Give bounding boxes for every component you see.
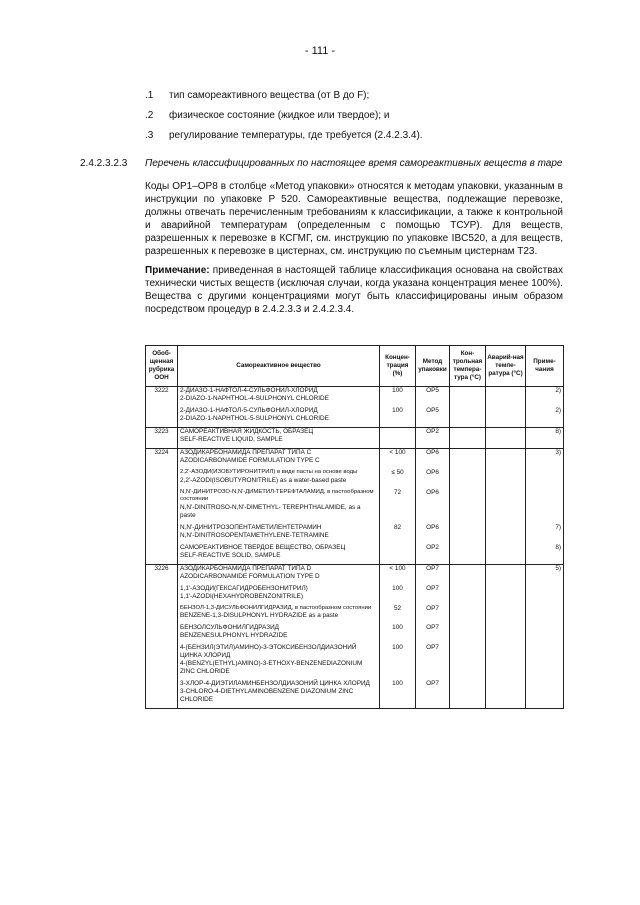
cell-substance	[178, 489, 380, 524]
cell-note	[526, 489, 564, 524]
cell-note	[526, 680, 564, 709]
cell-emergency-temperature	[486, 605, 526, 625]
cell-substance	[178, 524, 380, 544]
cell-packing-method: OP7	[416, 644, 450, 680]
cell-un-entry: 3222	[146, 387, 178, 408]
cell-concentration: 82	[380, 524, 416, 544]
section-number: 2.4.2.3.2.3	[80, 158, 128, 169]
cell-un-entry	[146, 469, 178, 489]
header-concentration: Концен-трация (%)	[380, 346, 416, 387]
substance-name-ru: БЕНЗОЛСУЛЬФОНИЛГИДРАЗИД	[180, 624, 280, 631]
substance-name-en: AZODICARBONAMIDE FORMULATION TYPE C	[180, 457, 320, 464]
cell-note: 3)	[526, 449, 564, 470]
cell-note: 7)	[526, 524, 564, 544]
cell-substance	[178, 407, 380, 428]
cell-packing-method: OP7	[416, 564, 450, 585]
cell-substance	[178, 428, 380, 449]
substance-name-ru: 2-ДИАЗО-1-НАФТОЛ-4-СУЛЬФОНИЛ-ХЛОРИД	[180, 387, 318, 394]
cell-concentration: 100	[380, 387, 416, 408]
list-item-number: .2	[145, 110, 154, 121]
cell-control-temperature	[450, 387, 486, 408]
header-substance: Самореактивное вещество	[178, 346, 380, 387]
table-body	[146, 387, 564, 709]
list-item	[145, 129, 565, 142]
cell-substance	[178, 469, 380, 489]
substance-name-ru: 1,1'-АЗОДИ(ГЕКСАГИДРОБЕНЗОНИТРИЛ)	[180, 584, 308, 592]
cell-control-temperature	[450, 644, 486, 680]
substance-name-ru: 2-ДИАЗО-1-НАФТОЛ-5-СУЛЬФОНИЛ-ХЛОРИД	[180, 407, 318, 414]
cell-control-temperature	[450, 624, 486, 644]
cell-packing-method: OP7	[416, 585, 450, 605]
cell-substance	[178, 680, 380, 709]
cell-note	[526, 644, 564, 680]
cell-control-temperature	[450, 449, 486, 470]
table-row	[146, 585, 564, 605]
cell-concentration: 100	[380, 407, 416, 428]
cell-control-temperature	[450, 469, 486, 489]
substance-name-ru: САМОРЕАКТИВНОЕ ТВЕРДОЕ ВЕЩЕСТВО, ОБРАЗЕЦ	[180, 543, 346, 551]
page-number: - 111 -	[304, 45, 336, 57]
cell-un-entry	[146, 624, 178, 644]
header-un-entry: Обоб-щенная рубрика ООН	[146, 346, 178, 387]
cell-un-entry: 3224	[146, 449, 178, 470]
cell-un-entry: 3223	[146, 428, 178, 449]
substance-name-en: BENZENE-1,3-DISULPHONYL HYDRAZIDE as a paste	[180, 612, 339, 619]
table-row	[146, 428, 564, 449]
cell-note	[526, 624, 564, 644]
table-row	[146, 469, 564, 489]
substance-name-en: SELF-REACTIVE SOLID, SAMPLE	[180, 551, 281, 559]
cell-note	[526, 585, 564, 605]
cell-emergency-temperature	[486, 428, 526, 449]
list-item-text: физическое состояние (жидкое или твердое); и	[169, 110, 390, 121]
cell-control-temperature	[450, 585, 486, 605]
cell-control-temperature	[450, 564, 486, 585]
cell-control-temperature	[450, 489, 486, 524]
table-row	[146, 407, 564, 428]
cell-concentration	[380, 544, 416, 565]
cell-control-temperature	[450, 428, 486, 449]
cell-note: 8)	[526, 544, 564, 565]
table-header-row	[146, 346, 564, 387]
cell-un-entry	[146, 585, 178, 605]
cell-concentration: < 100	[380, 564, 416, 585]
cell-concentration: ≤ 50	[380, 469, 416, 489]
cell-un-entry	[146, 605, 178, 625]
cell-emergency-temperature	[486, 544, 526, 565]
cell-substance	[178, 605, 380, 625]
cell-emergency-temperature	[486, 469, 526, 489]
substance-name-ru: АЗОДИКАРБОНАМИДА ПРЕПАРАТ ТИПА D	[180, 564, 312, 572]
cell-un-entry	[146, 680, 178, 709]
table-row	[146, 387, 564, 408]
header-emergency-temperature: Аварий-ная темпе-ратура (°C)	[486, 346, 526, 387]
substance-name-en: 1,1'-AZODI(HEXAHYDROBENZONITRILE)	[180, 592, 304, 600]
cell-substance	[178, 624, 380, 644]
cell-un-entry	[146, 407, 178, 428]
cell-emergency-temperature	[486, 524, 526, 544]
cell-concentration: 52	[380, 605, 416, 625]
table-row	[146, 564, 564, 585]
substance-name-en: 3-CHLORO-4-DIETHYLAMINOBENZENE DIAZONIUM ZINC CHLORIDE	[180, 688, 354, 703]
cell-concentration: 72	[380, 489, 416, 524]
table-row	[146, 489, 564, 524]
cell-substance	[178, 387, 380, 408]
cell-un-entry	[146, 524, 178, 544]
table-row	[146, 680, 564, 709]
substance-name-en: N,N'-DINITROSOPENTAMETHYLENE-TETRAMINE	[180, 531, 329, 539]
cell-concentration: < 100	[380, 449, 416, 470]
cell-concentration: 100	[380, 680, 416, 709]
cell-emergency-temperature	[486, 680, 526, 709]
substance-name-en: 2,2'-AZODI(ISOBUTYRONITRILE) as a water-based paste	[180, 476, 347, 484]
table-row	[146, 544, 564, 565]
cell-emergency-temperature	[486, 624, 526, 644]
cell-control-temperature	[450, 680, 486, 709]
substance-name-en: BENZENESULPHONYL HYDRAZIDE	[180, 632, 288, 639]
substance-name-ru: БЕНЗОЛ-1,3-ДИСУЛЬФОНИЛГИДРАЗИД, в пастообразном состоянии	[180, 604, 372, 611]
list-item-number: .1	[145, 90, 154, 101]
cell-concentration: 100	[380, 624, 416, 644]
cell-emergency-temperature	[486, 564, 526, 585]
substance-name-en: 2-DIAZO-1-NAPHTHOL-4-SULPHONYL CHLORIDE	[180, 395, 329, 402]
substance-name-ru: N,N'-ДИНИТРОЗО-N,N'-ДИМЕТИЛ-ТЕРЕФТАЛАМИД, в пастообразном состоянии	[180, 488, 374, 502]
table-row	[146, 624, 564, 644]
cell-packing-method: OP2	[416, 544, 450, 565]
header-notes: Приме-чания	[526, 346, 564, 387]
cell-packing-method: OP7	[416, 624, 450, 644]
cell-packing-method: OP5	[416, 407, 450, 428]
list-item	[145, 109, 565, 122]
cell-note: 2)	[526, 387, 564, 408]
cell-un-entry	[146, 644, 178, 680]
cell-emergency-temperature	[486, 644, 526, 680]
cell-control-temperature	[450, 524, 486, 544]
cell-concentration	[380, 428, 416, 449]
substance-name-ru: 3-ХЛОР-4-ДИЭТИЛАМИНБЕНЗОЛДИАЗОНИЙ ЦИНКА ХЛОРИД	[180, 680, 370, 687]
cell-emergency-temperature	[486, 585, 526, 605]
table-row	[146, 644, 564, 680]
cell-packing-method: OP6	[416, 449, 450, 470]
substance-name-ru: 4-(БЕНЗИЛ(ЭТИЛ)АМИНО)-3-ЭТОКСИБЕНЗОЛДИАЗОНИЙ ЦИНКА ХЛОРИД	[180, 644, 357, 659]
cell-emergency-temperature	[486, 449, 526, 470]
cell-note: 5)	[526, 564, 564, 585]
cell-packing-method: OP7	[416, 605, 450, 625]
cell-emergency-temperature	[486, 489, 526, 524]
cell-control-temperature	[450, 605, 486, 625]
cell-packing-method: OP6	[416, 489, 450, 524]
cell-un-entry: 3226	[146, 564, 178, 585]
cell-control-temperature	[450, 407, 486, 428]
cell-note	[526, 469, 564, 489]
classification-table	[145, 345, 564, 709]
cell-concentration: 100	[380, 585, 416, 605]
table-row	[146, 524, 564, 544]
list-item	[145, 89, 565, 102]
cell-substance	[178, 449, 380, 470]
substance-name-en: AZODICARBONAMIDE FORMULATION TYPE D	[180, 572, 320, 580]
cell-packing-method: OP2	[416, 428, 450, 449]
cell-emergency-temperature	[486, 387, 526, 408]
table-row	[146, 605, 564, 625]
substance-name-en: 2-DIAZO-1-NAPHTHOL-5-SULPHONYL CHLORIDE	[180, 415, 329, 422]
cell-substance	[178, 544, 380, 565]
cell-un-entry	[146, 489, 178, 524]
cell-note: 8)	[526, 428, 564, 449]
substance-name-ru: АЗОДИКАРБОНАМИДА ПРЕПАРАТ ТИПА С	[180, 449, 312, 456]
note-text: приведенная в настоящей таблице классификация основана на свойствах технически чистых веществ (исключая случаи, когда указана концентрация менее 100%). Вещества с другими концентрациями могут быть классифицированы иным образом посредством процедур в 2.4.2.3.3 и 2.4.2.3.4.	[145, 265, 563, 315]
section-title: Перечень классифицированных по настоящее время самореактивных веществ в таре	[145, 158, 563, 169]
header-packing-method: Метод упаковки	[416, 346, 450, 387]
cell-packing-method: OP6	[416, 469, 450, 489]
cell-concentration: 100	[380, 644, 416, 680]
substance-name-en: N,N'-DINITROSO-N,N'-DIMETHYL- TEREPHTHALAMIDE, as a paste	[180, 503, 361, 519]
cell-substance	[178, 585, 380, 605]
substance-name-en: SELF-REACTIVE LIQUID, SAMPLE	[180, 436, 283, 443]
substance-name-en: 4-(BENZYL(ETHYL)AMINO)-3-ETHOXY-BENZENEDIAZONIUM ZINC CHLORIDE	[180, 660, 363, 675]
note-label: Примечание:	[145, 265, 210, 276]
cell-substance	[178, 564, 380, 585]
cell-substance	[178, 644, 380, 680]
cell-note: 2)	[526, 407, 564, 428]
substance-name-ru: САМОРЕАКТИВНАЯ ЖИДКОСТЬ, ОБРАЗЕЦ	[180, 428, 314, 435]
table-row	[146, 449, 564, 470]
list-item-text: регулирование температуры, где требуется (2.4.2.3.4).	[169, 130, 423, 141]
cell-emergency-temperature	[486, 407, 526, 428]
body-paragraph: Коды OP1–OP8 в столбце «Метод упаковки» относятся к методам упаковки, указанным в инструкции по упаковке P 520. Самореактивные вещества, подлежащие перевозке, должны отвечать перечисленным требованиям к классификации, а также к контрольной и аварийной температурам (определенным с помощью ТСУР). Для веществ, разрешенных к перевозке в КСГМГ, см. инструкцию по упаковке IBC520, а для веществ, разрешенных к перевозке в цистернах, см. инструкцию по съемным цистернам T23.	[145, 181, 563, 257]
cell-packing-method: OP5	[416, 387, 450, 408]
list-item-text: тип самореактивного вещества (от B до F);	[169, 90, 370, 101]
note-paragraph	[145, 264, 563, 316]
cell-control-temperature	[450, 544, 486, 565]
cell-packing-method: OP7	[416, 680, 450, 709]
list-item-number: .3	[145, 130, 154, 141]
cell-packing-method: OP6	[416, 524, 450, 544]
header-control-temperature: Кон-трольная темпера-тура (°C)	[450, 346, 486, 387]
cell-note	[526, 605, 564, 625]
cell-un-entry	[146, 544, 178, 565]
substance-name-ru: 2,2'-АЗОДИ(ИЗОБУТИРОНИТРИЛ) в виде пасты на основе воды	[180, 469, 358, 475]
substance-name-ru: N,N'-ДИНИТРОЗОПЕНТАМЕТИЛЕНТЕТРАМИН	[180, 523, 322, 531]
